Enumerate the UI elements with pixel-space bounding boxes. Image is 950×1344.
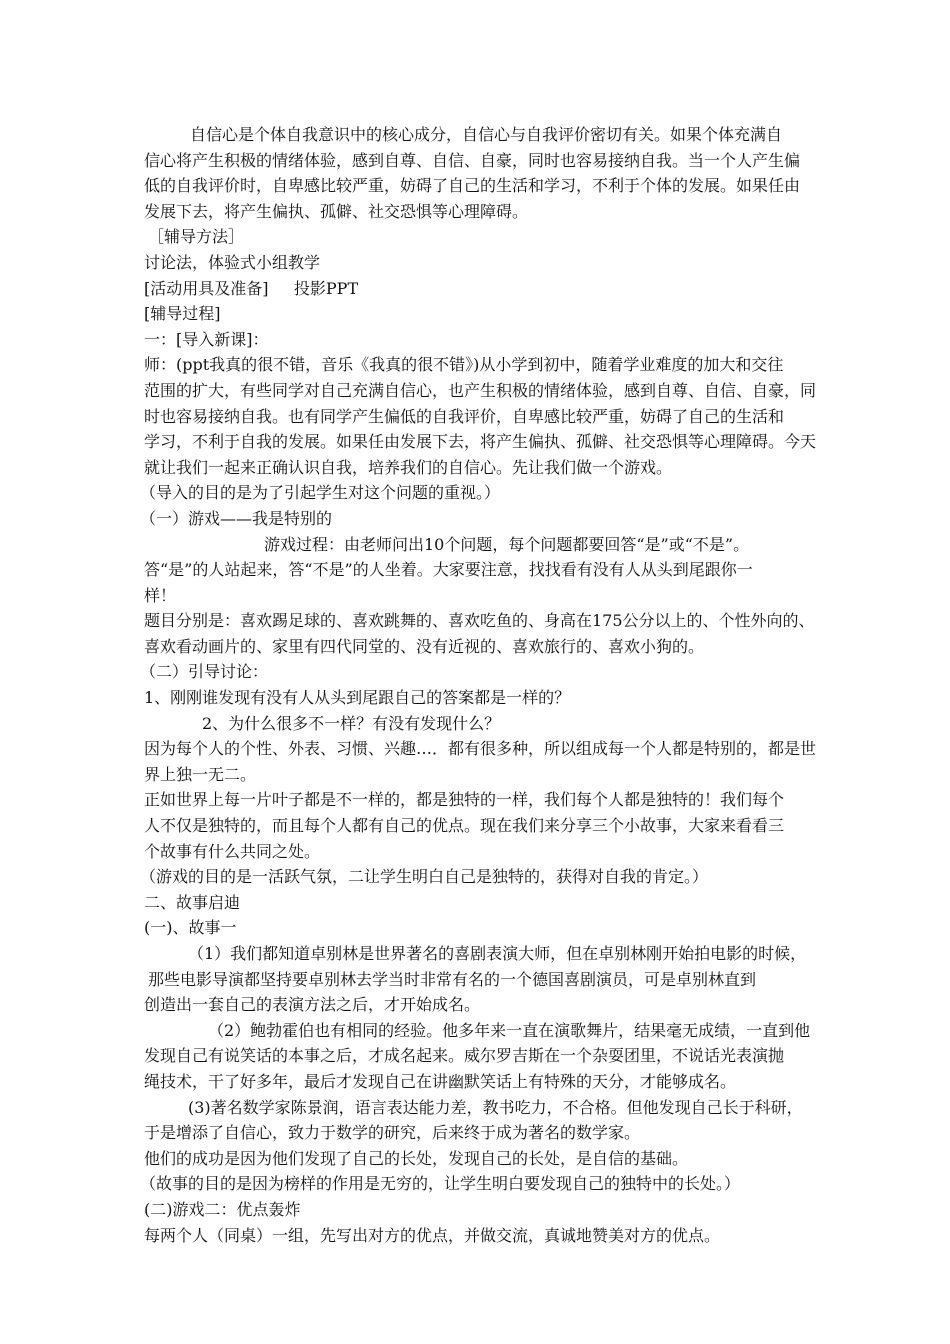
section-heading-method: ［辅导方法］ <box>148 227 245 247</box>
intro-purpose-note: （导入的目的是为了引起学生对这个问题的重视。） <box>140 483 501 503</box>
subsection-heading-intro: 一：[导入新课]： <box>144 329 269 349</box>
game-purpose-note: （游戏的目的是一活跃气氛，二让学生明白自己是独特的，获得对自我的肯定。） <box>140 867 709 887</box>
game-process-line: 游戏过程：由老师问出10个问题，每个问题都要回答“是”或“不是”。 <box>264 534 750 554</box>
teacher-paragraph-line: 学习，不利于自我的发展。如果任由发展下去，将产生偏执、孤僻、社交恐惧等心理障碍。今天 <box>144 432 817 452</box>
game-two-heading: (二)游戏二：优点轰炸 <box>144 1199 301 1219</box>
leaf-analogy-line: 个故事有什么共同之处。 <box>144 841 321 861</box>
game-process-line: 答“是”的人站起来，答“不是”的人坐着。大家要注意，找找看有没有人从头到尾跟你一 <box>144 560 753 580</box>
section-heading-stories: 二、故事启迪 <box>144 892 241 912</box>
teacher-paragraph-line: 时也容易接纳自我。也有同学产生偏低的自我评价，自卑感比较严重，妨碍了自己的生活和 <box>144 406 785 426</box>
story-chen-line: (3)著名数学家陈景润，语言表达能力差，教书吃力，不合格。但他发现自己长于科研， <box>188 1097 803 1117</box>
discussion-answer-line: 因为每个人的个性、外表、习惯、兴趣…．都有很多种，所以组成每一个人都是特别的，都是世 <box>144 739 817 759</box>
story-chaplin-line: （1）我们都知道卓别林是世界著名的喜剧表演大师，但在卓别林刚开始拍电影的时候， <box>188 944 807 963</box>
intro-paragraph-line: 自信心是个体自我意识中的核心成分，自信心与自我评价密切有关。如果个体充满自 <box>190 125 783 144</box>
intro-paragraph-line: 发展下去，将产生偏执、孤僻、社交恐惧等心理障碍。 <box>144 201 529 221</box>
discussion-heading: （二）引导讨论： <box>140 662 269 682</box>
discussion-answer-line: 界上独一无二。 <box>144 764 257 784</box>
teacher-paragraph-line: 就让我们一起来正确认识自我，培养我们的自信心。先让我们做一个游戏。 <box>144 457 673 477</box>
questions-line: 题目分别是：喜欢踢足球的、喜欢跳舞的、喜欢吃鱼的、身高在175公分以上的、个性外向的、 <box>144 611 815 631</box>
stories-conclusion: 他们的成功是因为他们发现了自己的长处，发现自己的长处，是自信的基础。 <box>144 1148 689 1168</box>
story-chaplin-line: 创造出一套自己的表演方法之后，才开始成名。 <box>144 995 481 1015</box>
game-two-instructions: 每两个人（同桌）一组，先写出对方的优点，并做交流，真诚地赞美对方的优点。 <box>144 1225 721 1245</box>
document-body <box>140 122 817 1248</box>
story-purpose-note: （故事的目的是因为榜样的作用是无穷的，让学生明白要发现自己的独特中的长处。） <box>140 1174 741 1194</box>
leaf-analogy-line: 人不仅是独特的，而且每个人都有自己的优点。现在我们来分享三个小故事，大家来看看三 <box>144 816 785 836</box>
questions-line: 喜欢看动画片的、家里有四代同堂的、没有近视的、喜欢旅行的、喜欢小狗的。 <box>144 636 705 656</box>
intro-paragraph-line: 低的自我评价时，自卑感比较严重，妨碍了自己的生活和学习，不利于个体的发展。如果任由 <box>144 176 801 196</box>
story-chen-line: 于是增添了自信心，致力于数学的研究，后来终于成为著名的数学家。 <box>144 1123 641 1143</box>
leaf-analogy-line: 正如世界上每一片叶子都是不一样的，都是独特的一样，我们每个人都是独特的！我们每个 <box>144 790 785 810</box>
method-text: 讨论法，体验式小组教学 <box>144 252 321 272</box>
discussion-question: 2、为什么很多不一样？有没有发现什么？ <box>202 713 501 733</box>
story-hope-line: （2）鲍勃霍伯也有相同的经验。他多年来一直在演歌舞片，结果毫无成绩，一直到他 <box>208 1020 811 1040</box>
story-hope-line: 绳技术，干了好多年，最后才发现自己在讲幽默笑话上有特殊的天分，才能够成名。 <box>144 1071 737 1091</box>
section-heading-process: [辅导过程] <box>144 304 221 324</box>
discussion-question: 1、刚刚谁发现有没有人从头到尾跟自己的答案都是一样的？ <box>144 688 571 708</box>
teacher-paragraph-line: 师：(ppt我真的很不错，音乐《我真的很不错》)从小学到初中，随着学业难度的加大和交往 <box>144 355 784 375</box>
materials-heading: [活动用具及准备] 投影PPT <box>144 278 359 298</box>
story-one-heading: (一)、故事一 <box>144 918 237 938</box>
teacher-paragraph-line: 范围的扩大，有些同学对自己充满自信心，也产生积极的情绪体验，感到自尊、自信、自豪，同 <box>144 380 817 400</box>
game-one-heading: （一）游戏——我是特别的 <box>140 508 333 528</box>
story-hope-line: 发现自己有说笑话的本事之后，才成名起来。威尔罗吉斯在一个杂耍团里，不说话光表演抛 <box>144 1046 785 1066</box>
game-process-line: 样！ <box>144 585 177 605</box>
intro-paragraph-line: 信心将产生积极的情绪体验，感到自尊、自信、自豪，同时也容易接纳自我。当一个人产生偏 <box>144 150 801 170</box>
story-chaplin-line: 那些电影导演都坚持要卓别林去学当时非常有名的一个德国喜剧演员，可是卓别林直到 <box>148 969 757 989</box>
